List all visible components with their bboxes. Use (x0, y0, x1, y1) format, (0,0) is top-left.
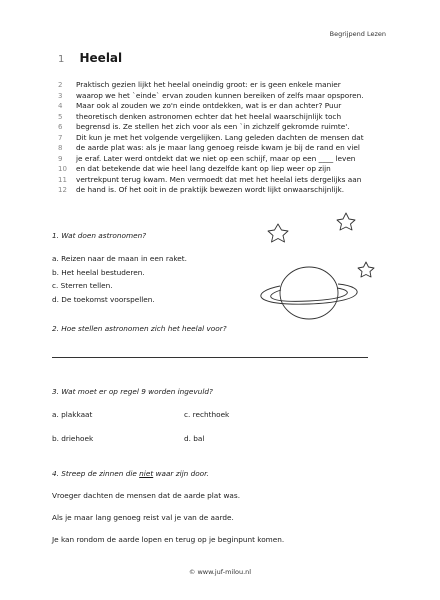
line-text: Dit kun je met het volgende vergelijken. Lang geleden dachten de mensen dat (76, 132, 364, 142)
line-text: en dat betekende dat wie heel lang dezelfde kant op liep weer op zijn (76, 164, 331, 173)
line-text: de hand is. Of het ooit in de praktijk bewezen wordt lijkt onwaarschijnlijk. (76, 185, 345, 194)
option-d: d. bal (184, 434, 205, 443)
option-b: b. driehoek (52, 434, 94, 443)
statement-2[interactable]: Als je maar lang genoeg reist val je van de aarde. (52, 513, 234, 522)
footer-copyright: © www.juf-milou.nl (188, 568, 252, 576)
star-icon (268, 224, 288, 242)
line-text: je eraf. Later werd ontdekt dat we niet op een schijf, maar op een ____ leven (76, 153, 356, 163)
line-number: 3 (58, 91, 63, 100)
star-icon (337, 213, 355, 230)
question-text-emphasis: niet (139, 469, 154, 478)
option-a: a. Reizen naar de maan in een raket. (52, 254, 187, 263)
option-d: d. De toekomst voorspellen. (52, 294, 155, 304)
statement-1[interactable]: Vroeger dachten de mensen dat de aarde plat was. (52, 491, 241, 500)
question-text: Wat moet er op regel 9 worden ingevuld? (61, 387, 213, 396)
line-number: 2 (58, 81, 63, 89)
line-number: 12 (58, 186, 67, 194)
option-c: c. rechthoek (184, 410, 230, 419)
question-number: 2. (52, 324, 59, 333)
star-icon (358, 262, 374, 277)
line-number: 7 (58, 133, 63, 142)
line-text: theoretisch denken astronomen echter dat het heelal waarschijnlijk toch (76, 111, 342, 121)
planet-icon (261, 267, 357, 319)
line-number: 5 (58, 112, 63, 121)
statement-3[interactable]: Je kan rondom de aarde lopen en terug op je beginpunt komen. (52, 535, 285, 544)
line-number: 6 (58, 123, 63, 131)
line-text: Praktisch gezien lijkt het heelal oneindig groot: er is geen enkele manier (76, 80, 341, 89)
line-text: Maar ook al zouden we zo'n einde ontdekken, wat is er dan achter? Puur (76, 101, 342, 110)
question-text: Wat doen astronomen? (61, 231, 147, 240)
question-text-before: Streep de zinnen die (61, 469, 140, 478)
option-b: b. Het heelal bestuderen. (52, 267, 145, 277)
question-number: 4. (52, 469, 59, 478)
line-text: waarop we het `einde` ervan zouden kunnen bereiken of zelfs maar opsporen. (76, 90, 364, 100)
header-label: Begrijpend Lezen (329, 30, 386, 38)
question-number: 1. (52, 231, 59, 240)
title-line-number: 1 (58, 54, 65, 65)
question-text: Hoe stellen astronomen zich het heelal voor? (61, 324, 227, 333)
line-number: 10 (58, 165, 67, 173)
question-number: 3. (52, 387, 59, 396)
option-a: a. plakkaat (52, 410, 93, 419)
line-number: 9 (58, 154, 63, 163)
line-number: 11 (58, 175, 67, 184)
option-c: c. Sterren tellen. (52, 281, 113, 290)
line-text: vertrekpunt terug kwam. Men vermoedt dat met het heelal iets dergelijks aan (76, 174, 362, 184)
question-text-after: waar zijn door. (153, 469, 209, 478)
line-text: de aarde plat was: als je maar lang genoeg reisde kwam je bij de rand en viel (76, 143, 360, 152)
page-title: Heelal (79, 51, 123, 65)
line-number: 4 (58, 102, 63, 110)
line-number: 8 (58, 144, 63, 152)
line-text: begrensd is. Ze stellen het zich voor als een `in zichzelf gekromde ruimte'. (76, 122, 350, 131)
